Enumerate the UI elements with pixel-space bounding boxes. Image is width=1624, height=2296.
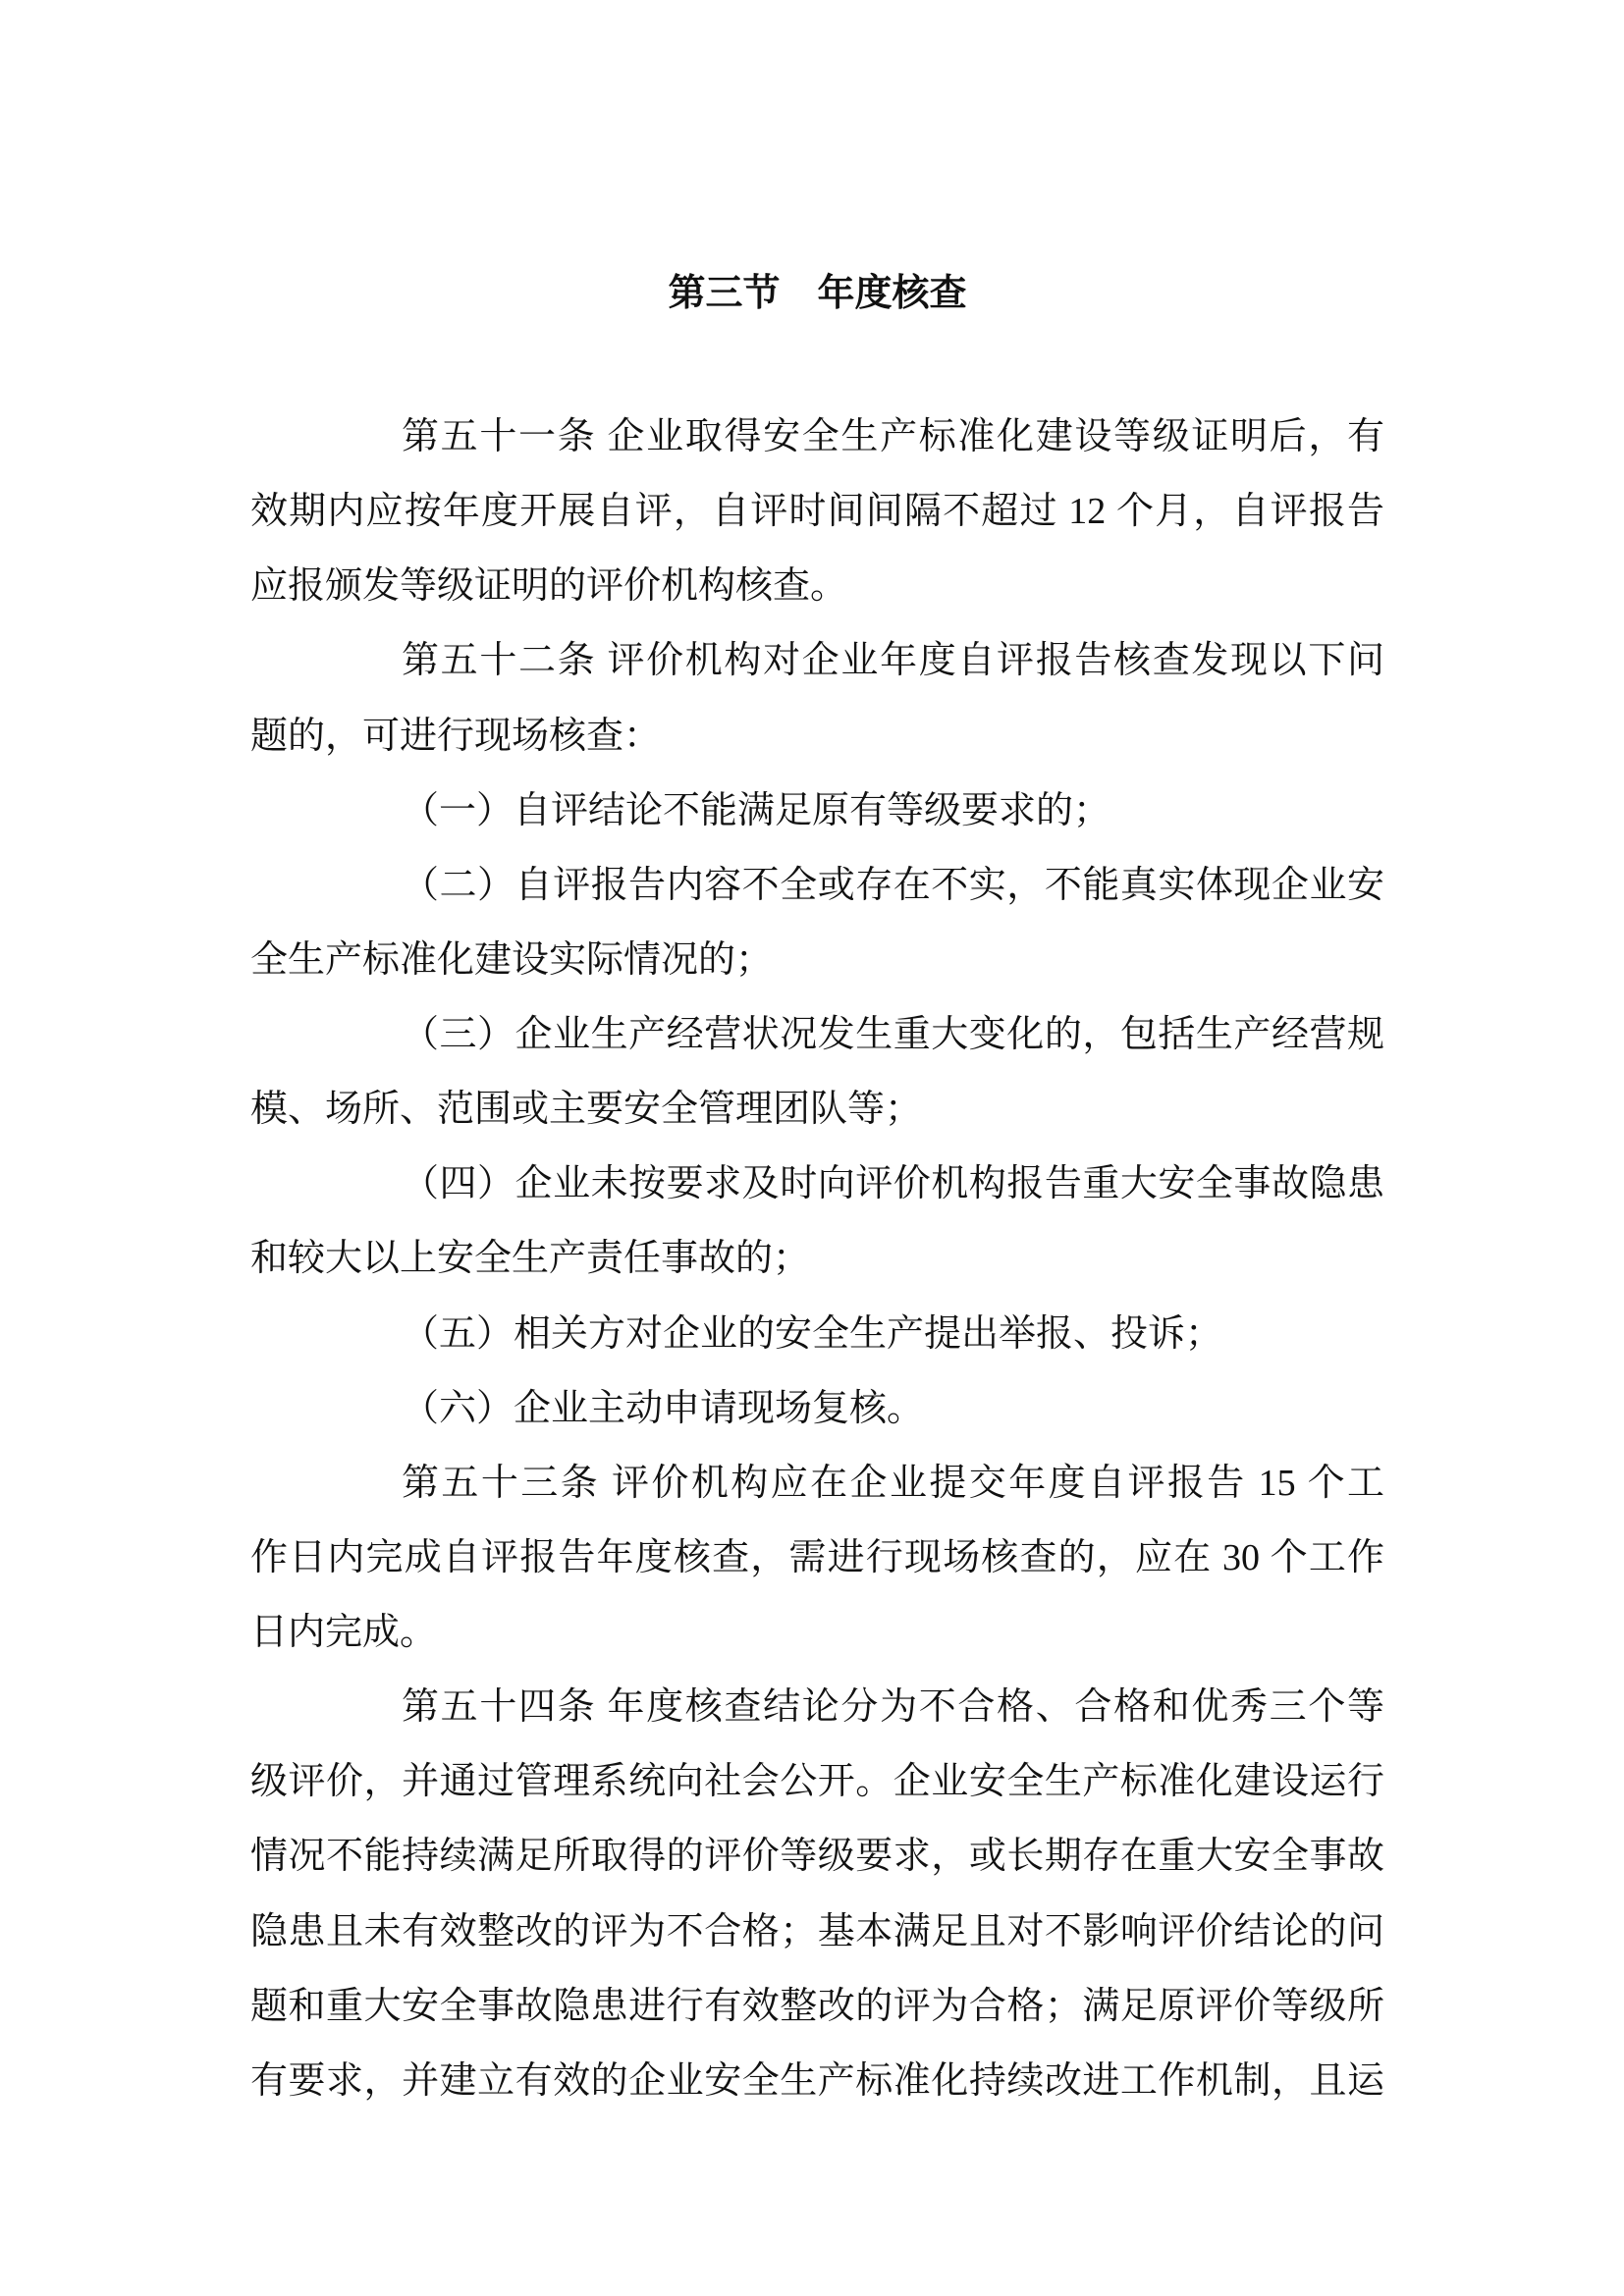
text-line: 级评价，并通过管理系统向社会公开。企业安全生产标准化建设运行 [250, 1761, 1384, 1803]
text-line: （四）企业未按要求及时向评价机构报告重大安全事故隐患 [402, 1163, 1384, 1205]
text-line: 第五十一条 企业取得安全生产标准化建设等级证明后，有 [402, 416, 1384, 457]
list-item-3 [250, 997, 1384, 1147]
text-line: 全生产标准化建设实际情况的； [250, 938, 774, 981]
list-item-6 [250, 1371, 1384, 1446]
list-item-1 [250, 774, 1384, 848]
text-line: 第五十二条 评价机构对企业年度自评报告核查发现以下问 [402, 640, 1384, 682]
text-line: 作日内完成自评报告年度核查，需进行现场核查的，应在 30 个工作 [250, 1536, 1384, 1578]
text-line: （二）自评报告内容不全或存在不实，不能真实体现企业安 [402, 864, 1384, 906]
text-line: 效期内应按年度开展自评，自评时间间隔不超过 12 个月，自评报告 [250, 491, 1384, 533]
text-line: 隐患且未有效整改的评为不合格；基本满足且对不影响评价结论的问 [250, 1910, 1384, 1952]
list-item-4 [250, 1147, 1384, 1296]
text-line: 和较大以上安全生产责任事故的； [250, 1238, 811, 1280]
text-line: （三）企业生产经营状况发生重大变化的，包括生产经营规 [402, 1014, 1384, 1055]
list-item-2 [250, 848, 1384, 997]
text-line: 情况不能持续满足所取得的评价等级要求，或长期存在重大安全事故 [250, 1836, 1384, 1878]
article-52-paragraph [250, 623, 1384, 773]
text-line: 题的，可进行现场核查： [250, 715, 662, 757]
article-54-paragraph [250, 1670, 1384, 2118]
text-line: （一）自评结论不能满足原有等级要求的； [402, 789, 1111, 831]
text-line: （六）企业主动申请现场复核。 [402, 1387, 925, 1429]
document-body [250, 400, 1384, 2118]
text-line: 有要求，并建立有效的企业安全生产标准化持续改进工作机制，且运 [250, 2059, 1384, 2102]
section-title: 第三节 年度核查 [668, 271, 967, 314]
text-line: 第五十三条 评价机构应在企业提交年度自评报告 15 个工 [402, 1462, 1384, 1504]
list-item-5 [250, 1297, 1384, 1371]
text-line: 应报颁发等级证明的评价机构核查。 [250, 565, 848, 608]
text-line: 第五十四条 年度核查结论分为不合格、合格和优秀三个等 [402, 1686, 1384, 1729]
article-53-paragraph [250, 1446, 1384, 1670]
text-line: 模、场所、范围或主要安全管理团队等； [250, 1089, 923, 1131]
article-51-paragraph [250, 400, 1384, 623]
text-line: （五）相关方对企业的安全生产提出举报、投诉； [402, 1312, 1223, 1355]
text-line: 日内完成。 [250, 1612, 438, 1653]
text-line: 题和重大安全事故隐患进行有效整改的评为合格；满足原评价等级所 [250, 1985, 1384, 2027]
